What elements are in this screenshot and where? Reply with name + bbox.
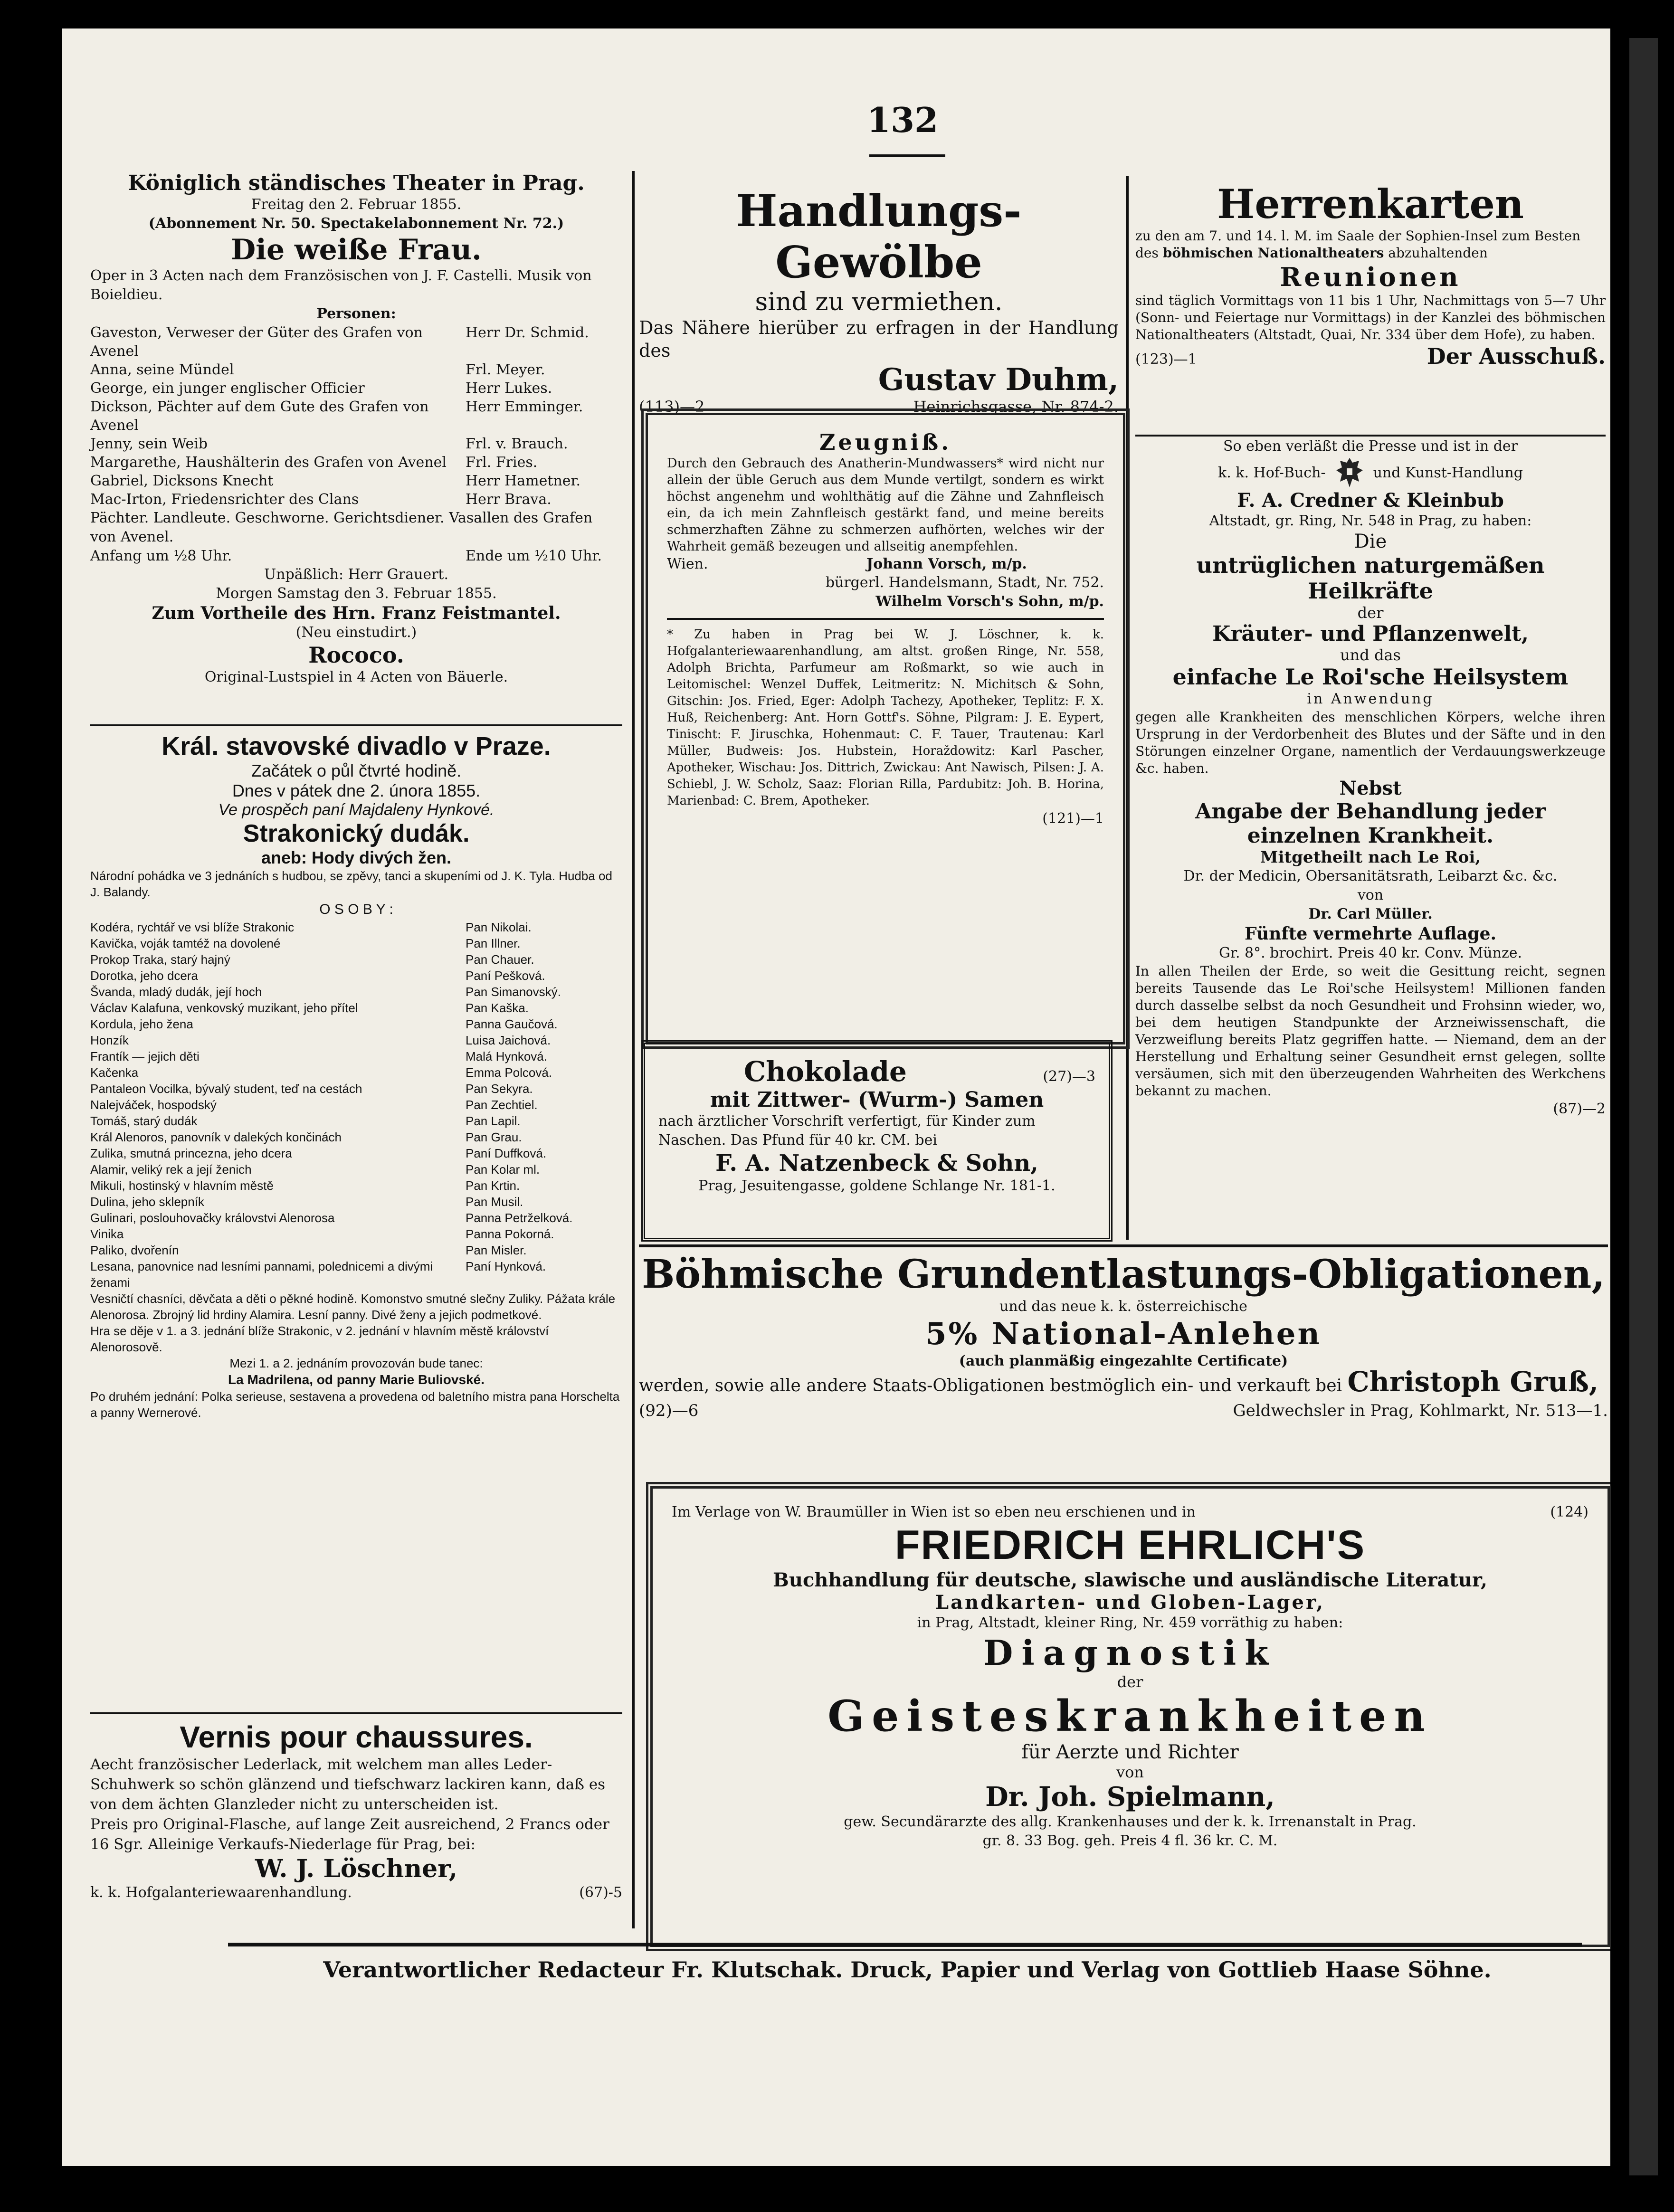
book-blurb: In allen Theilen der Erde, so weit die Gesittung reicht, segnen bereits Tausende das Le Roi'sche Heilsystem! Millionen fanden durch dasselbe selbst da noch Gesundheit und Frohsinn wieder, wo, bei dem heutigen Standpunkte der Arzneiwissenschaft, die Verzweiflung bereits Platz gegriffen hatte. — Niemand, dem an der Herstellung und Erhaltung seiner Gesundheit ernst gelegen, sollte versäumen, sich mit den überzeugenden Wahrheiten des Werkchens bekannt zu machen. (1135, 963, 1606, 1099)
vault-sub: sind zu vermiethen. (755, 288, 1003, 316)
cast-row: Dickson, Pächter auf dem Gute des Grafen von Avenel Herr Emminger. (90, 399, 583, 434)
book-der: der (1357, 604, 1384, 622)
ehrlich-for: für Aerzte und Richter (1021, 1741, 1239, 1763)
bonds-sub: und das neue k. k. österreichische (999, 1298, 1247, 1315)
cast-row: Paliko, dvořenín Pan Misler. (90, 1243, 527, 1257)
theater-de-persons-label: Personen: (316, 305, 396, 322)
theater-de-benefit: Zum Vortheile des Hrn. Franz Feistmantel. (152, 603, 561, 623)
zeugnis-dealers: * Zu haben in Prag bei W. J. Löschner, k. k. Hofgalanteriewaarenhandlung, am altst. großen Ringe, Nr. 558, Adolph Brichta, Parfumeur am Roßmarkt, so wie auch in Leitomischel: Wenzel Duffek, Leitmeritz: N. Michitsch & Sohn, Gitschin: Jos. Fried, Eger: Adolph Tachezy, Apotheker, Teplitz: F. X. Huß, Reichenberg: Ant. Horn Gottf's. Söhne, Pilgram: J. E. Eypert, Tinischt: F. Jiruschka, Hohenmaut: C. F. Tauer, Trautenau: Karl Müller, Budweis: Jos. Hubstein, Horaždowitz: Karl Pascher, Apotheker, Wischau: Jos. Dittrich, Zwickau: Ant Nawisch, Pilsen: J. A. Schiebl, J. W. Scholz, Saaz: Florian Rilla, Pardubitz: Joh. B. Horina, Marienbad: C. Brem, Apotheker. (667, 627, 1104, 808)
ehrlich-addr: in Prag, Altstadt, kleiner Ring, Nr. 459 vorräthig zu haben: (917, 1614, 1343, 1631)
theater-cz-dance1: Mezi 1. a 2. jednáním provozován bude tanec: (229, 1356, 483, 1370)
cast-row: Nalejváček, hospodský Pan Zechtiel. (90, 1098, 538, 1112)
book-addr: Altstadt, gr. Ring, Nr. 548 in Prag, zu haben: (1209, 513, 1532, 529)
theater-cz-subtitle: aneb: Hody divých žen. (261, 848, 452, 867)
cast-row: Pantaleon Vocilka, bývalý student, teď na cestách Pan Sekyra. (90, 1082, 533, 1096)
bonds-footer: (92)—6 Geldwechsler in Prag, Kohlmarkt, Nr. 513—1. (639, 1401, 1608, 1420)
theater-de-indisposed: Unpäßlich: Herr Grauert. (264, 566, 449, 583)
chocolate-addr: Prag, Jesuitengasse, goldene Schlange Nr. 181-1. (698, 1177, 1056, 1194)
vault-ad (639, 185, 1119, 416)
cast-row: Gabriel, Dicksons Knecht Herr Hametner. (90, 473, 581, 489)
ehrlich-title1: Diagnostik (983, 1633, 1277, 1673)
theater-de-cast (90, 323, 622, 509)
book-und: und das (1340, 646, 1401, 664)
book-body: gegen alle Krankheiten des menschlichen Körpers, welche ihren Ursprung in der Verdorbenheit des Blutes und der Säfte und in den Störungen einzelner Organe, namentlich der Verdauungswerkzeuge &c. haben. (1135, 709, 1606, 776)
theater-cz-desc: Národní pohádka ve 3 jednáních s hudbou, se zpěvy, tanci a skupeními od J. K. Tyla. Hudba od J. Balandy. (90, 869, 612, 899)
chocolate-sub: mit Zittwer- (Wurm-) Samen (710, 1088, 1044, 1112)
book-intro: So eben verläßt die Presse und ist in der (1223, 438, 1518, 455)
book-shop-left: k. k. Hof-Buch- (1218, 464, 1326, 481)
vernis-seller: W. J. Löschner, (255, 1854, 457, 1883)
ehrlich-shop: Buchhandlung für deutsche, slawische und ausländische Literatur, (773, 1569, 1487, 1591)
cast-row: Dorotka, jeho dcera Paní Pešková. (90, 968, 545, 983)
vernis-footer: k. k. Hofgalanteriewaarenhandlung. (67)-5 (90, 1884, 622, 1901)
theater-de-times: Anfang um ½8 Uhr. Ende um ½10 Uhr. (90, 548, 602, 564)
cast-row: Margarethe, Haushälterin des Grafen von Avenel Frl. Fries. (90, 454, 538, 471)
chocolate-seller: F. A. Natzenbeck & Sohn, (715, 1150, 1038, 1177)
ehrlich-name: FRIEDRICH EHRLICH'S (894, 1522, 1366, 1568)
theater-de-next-desc: Original-Lustspiel in 4 Acten von Bäuerle. (204, 669, 508, 685)
page-number: 132 (866, 100, 939, 140)
herren-sign: Der Ausschuß. (1427, 343, 1606, 369)
scan-edge-strip (1629, 38, 1658, 2175)
book-comm: Mitgetheilt nach Le Roi, (1260, 848, 1481, 867)
book-shop (1135, 456, 1606, 489)
theater-cz-start: Začátek o půl čtvrté hodině. (251, 761, 462, 780)
theater-cz-date: Dnes v pátek dne 2. února 1855. (232, 781, 481, 800)
ehrlich-title2: Geisteskrankheiten (827, 1691, 1433, 1741)
zeugnis-ad (641, 408, 1130, 1049)
chocolate-title: Chokolade (744, 1055, 907, 1088)
theater-de-title: Die weiße Frau. (231, 233, 482, 266)
cast-row: Král Alenoros, panovník v dalekých končinách Pan Grau. (90, 1130, 522, 1144)
ehrlich-der: der (1117, 1673, 1143, 1691)
cast-row: Kordula, jeho žena Panna Gaučová. (90, 1017, 558, 1031)
vault-title: Handlungs-Gewölbe (736, 185, 1022, 288)
zeugnis-signer-desc: bürgerl. Handelsmann, Stadt, Nr. 752. (825, 574, 1104, 591)
ehrlich-head (672, 1503, 1588, 1522)
cast-row: Švanda, mladý dudák, její hoch Pan Simanovský. (90, 985, 561, 999)
cast-row: Gulinari, poslouhovačky královstvi Alenorosa Panna Petrželková. (90, 1211, 573, 1225)
cast-row: Vinika Panna Pokorná. (90, 1227, 554, 1241)
cast-row: Frantík — jejich děti Malá Hynková. (90, 1049, 547, 1063)
herren-title2: Reunionen (1280, 262, 1461, 292)
chocolate-ref: (27)—3 (1043, 1068, 1095, 1085)
zeugnis-signer2: Wilhelm Vorsch's Sohn, m/p. (875, 593, 1104, 610)
rule-col1-b (90, 1712, 622, 1714)
vernis-ad (90, 1719, 622, 1902)
book-price: Gr. 8°. brochirt. Preis 40 kr. Conv. Münze. (1218, 945, 1522, 961)
cast-row: Mikuli, hostinský v hlavním městě Pan Krtin. (90, 1178, 520, 1193)
book-shop-right: und Kunst-Handlung (1373, 464, 1523, 481)
theater-de-ad (90, 171, 622, 687)
theater-de-new: (Neu einstudirt.) (295, 624, 417, 641)
theater-de-heading: Königlich ständisches Theater in Prag. (128, 171, 585, 195)
book-ad (1135, 437, 1606, 1119)
theater-cz-extras: Vesničtí chasníci, děvčata a děti o pěkné hodině. Komonstvo smutné slečny Zuliky. Pážata krále Alenorosa. Zbrojný lid hrdiny Alamira. Lesní panny. Divé ženy a jejich podmetkové. (90, 1291, 616, 1322)
ehrlich-author-desc: gew. Secundärarzte des allg. Krankenhauses und der k. k. Irrenanstalt in Prag. (844, 1813, 1417, 1830)
vault-footer: (113)—2 Heinrichsgasse, Nr. 874-2. (639, 398, 1119, 416)
theater-cz-dance1-name: La Madrilena, od panny Marie Buliovské. (228, 1372, 485, 1387)
footer-rule (228, 1943, 1582, 1946)
book-title1: untrüglichen naturgemäßen Heilkräfte (1196, 552, 1545, 604)
theater-de-subscription: (Abonnement Nr. 50. Spectakelabonnement Nr. 72.) (148, 215, 564, 232)
vault-name: Gustav Duhm, (878, 362, 1119, 398)
zeugnis-divider (667, 618, 1104, 620)
ehrlich-von: von (1116, 1763, 1144, 1781)
ehrlich-ref: (124) (1550, 1504, 1588, 1520)
theater-de-desc: Oper in 3 Acten nach dem Französischen von J. F. Castelli. Musik von Boieldieu. (90, 267, 592, 303)
zeugnis-title: Zeugniß. (819, 429, 952, 455)
book-title3: einfache Le Roi'sche Heilsystem (1172, 664, 1569, 690)
ehrlich-author: Dr. Joh. Spielmann, (985, 1781, 1275, 1813)
book-seller: F. A. Credner & Kleinbub (1237, 489, 1504, 512)
page-number-rule (869, 154, 945, 157)
book-in: in Anwendung (1307, 691, 1434, 707)
book-nebst: Nebst (1339, 777, 1402, 799)
cast-row: Lesana, panovnice nad lesními pannami, polednicemi a divými ženami Paní Hynková. (90, 1259, 546, 1290)
cast-row: Kavička, voják tamtéž na dovolené Pan Illner. (90, 936, 521, 950)
book-comm2: Dr. der Medicin, Obersanitätsrath, Leibarzt &c. &c. (1183, 868, 1558, 884)
book-ref: (87)—2 (1553, 1101, 1606, 1117)
theater-cz-dance2: Po druhém jednání: Polka serieuse, sestavena a provedena od baletního mistra pana Horschelta a panny Wernerové. (90, 1389, 620, 1420)
chocolate-body: nach ärztlicher Vorschrift verfertigt, für Kinder zum Naschen. Das Pfund für 40 kr. CM. bei (658, 1113, 1036, 1149)
herren-body1: zu den am 7. und 14. l. M. im Saale der Sophien-Insel zum Besten des böhmischen Nationaltheaters abzuhaltenden (1135, 228, 1581, 261)
book-die: Die (1354, 531, 1387, 552)
theater-de-next-day: Morgen Samstag den 3. Februar 1855. (216, 585, 497, 602)
newspaper-page (62, 28, 1610, 2166)
vernis-title: Vernis pour chaussures. (180, 1720, 533, 1754)
chocolate-ad (641, 1040, 1113, 1242)
cast-row: Tomáš, starý dudák Pan Lapil. (90, 1114, 521, 1128)
theater-cz-title: Strakonický dudák. (243, 820, 470, 847)
cast-row: Dulina, jeho sklepník Pan Musil. (90, 1195, 523, 1209)
book-title4: Angabe der Behandlung jeder einzelnen Krankheit. (1195, 799, 1546, 848)
bonds-title: Böhmische Grundentlastungs-Obligationen, (642, 1252, 1605, 1297)
book-edition: Fünfte vermehrte Auflage. (1244, 924, 1497, 944)
cast-row: Jenny, sein Weib Frl. v. Brauch. (90, 436, 568, 452)
ehrlich-intro: Im Verlage von W. Braumüller in Wien ist so eben neu erschienen und in (672, 1504, 1196, 1520)
imprint-footer: Verantwortlicher Redacteur Fr. Klutschak. Druck, Papier und Verlag von Gottlieb Haase Söhne. (323, 1957, 1492, 1983)
bonds-body: werden, sowie alle andere Staats-Obligationen bestmöglich ein- und verkauft bei Christoph Gruß, (639, 1366, 1598, 1398)
vault-body: Das Nähere hierüber zu erfragen in der Handlung des (639, 317, 1119, 361)
cast-row: Václav Kalafuna, venkovský muzikant, jeho přítel Pan Kaška. (90, 1001, 529, 1015)
zeugnis-sign-row: Wien. Johann Vorsch, m/p. (667, 556, 1027, 572)
herren-body2: sind täglich Vormittags von 11 bis 1 Uhr, Nachmittags von 5—7 Uhr (Sonn- und Feiertage nur Vormittags) in der Kanzlei des böhmischen Nationaltheaters (Altstadt, Quai, Nr. 334 über dem Hofe), zu haben. (1135, 293, 1606, 342)
ehrlich-ad (646, 1482, 1610, 1951)
rule-bonds-top (639, 1244, 1608, 1247)
herren-ref: (123)—1 (1135, 351, 1197, 368)
cast-row: Mac-Irton, Friedensrichter des Clans Herr Brava. (90, 491, 552, 508)
theater-cz-persons-label: O S O B Y : (319, 902, 393, 917)
cast-row: Anna, seine Mündel Frl. Meyer. (90, 361, 545, 378)
theater-cz-cast (90, 919, 622, 1291)
cast-row: Kačenka Emma Polcová. (90, 1065, 552, 1080)
ehrlich-shop2: Landkarten- und Globen-Lager, (935, 1591, 1325, 1614)
zeugnis-body: Durch den Gebrauch des Anatherin-Mundwassers* wird nicht nur allein der üble Geruch aus dem Munde vertilgt, sondern es wirkt höchst angenehm und wohlthätig auf die Zähne und Zahnfleisch ein, da ich mein Zahnfleisch gestärkt fand, und meine bereits schmerzhaften Zähne zu schmerzen aufhörten, welches wir der Wahrheit gemäß bezeugen und allseitig anempfehlen. (667, 456, 1104, 554)
theater-de-extras: Pächter. Landleute. Geschworne. Gerichtsdiener. Vasallen des Grafen von Avenel. (90, 510, 593, 545)
vernis-body: Aecht französischer Lederlack, mit welchem man alles Leder-Schuhwerk so schön glänzend und tiefschwarz lackiren kann, daß es von dem ächten Glanzleder nicht zu unterscheiden ist. (90, 1756, 606, 1813)
bonds-title2: 5% National-Anlehen (925, 1316, 1322, 1352)
cast-row: Honzík Luisa Jaichová. (90, 1033, 551, 1047)
zeugnis-ref: (121)—1 (1042, 810, 1104, 827)
ehrlich-price: gr. 8. 33 Bog. geh. Preis 4 fl. 36 kr. C. M. (982, 1832, 1278, 1849)
cast-row: George, ein junger englischer Officier Herr Lukes. (90, 380, 552, 397)
column-rule-1 (632, 171, 635, 1928)
bonds-sub2: (auch planmäßig eingezahlte Certificate) (959, 1353, 1288, 1369)
bonds-ad (639, 1252, 1608, 1420)
cast-row: Alamir, veliký rek a její ženich Pan Kolar ml. (90, 1162, 540, 1177)
imperial-eagle-icon (1335, 456, 1364, 489)
cast-row: Gaveston, Verweser der Güter des Grafen von Avenel Herr Dr. Schmid. (90, 324, 589, 360)
theater-de-date: Freitag den 2. Februar 1855. (251, 196, 462, 213)
book-von: von (1357, 887, 1384, 903)
cast-row: Zulika, smutná princezna, jeho dcera Paní Duffková. (90, 1146, 547, 1160)
theater-cz-heading: Král. stavovské divadlo v Praze. (162, 732, 551, 760)
cast-row: Prokop Traka, starý hajný Pan Chauer. (90, 952, 534, 967)
cast-row: Kodéra, rychtář ve vsi blíže Strakonic Pan Nikolai. (90, 920, 532, 934)
theater-de-next-title: Rococo. (308, 642, 404, 668)
book-author: Dr. Carl Müller. (1308, 906, 1433, 922)
vernis-price: Preis pro Original-Flasche, auf lange Zeit ausreichend, 2 Francs oder 16 Sgr. Alleinige Verkaufs-Niederlage für Prag, bei: (90, 1816, 609, 1853)
theater-cz-benefit: Ve prospěch paní Majdaleny Hynkové. (218, 801, 495, 819)
chocolate-head (658, 1055, 1095, 1088)
theater-cz-setting: Hra se děje v 1. a 3. jednání blíže Strakonic, v 2. jednání v hlavním městě království Alenorosově. (90, 1324, 549, 1354)
herren-ad (1135, 180, 1606, 369)
theater-cz-ad (90, 731, 622, 1421)
herren-title: Herrenkarten (1217, 180, 1524, 228)
rule-col3-a (1135, 435, 1606, 437)
rule-col1-a (90, 724, 622, 726)
book-title2: Kräuter- und Pflanzenwelt, (1212, 622, 1529, 646)
herren-footer (1135, 343, 1606, 369)
